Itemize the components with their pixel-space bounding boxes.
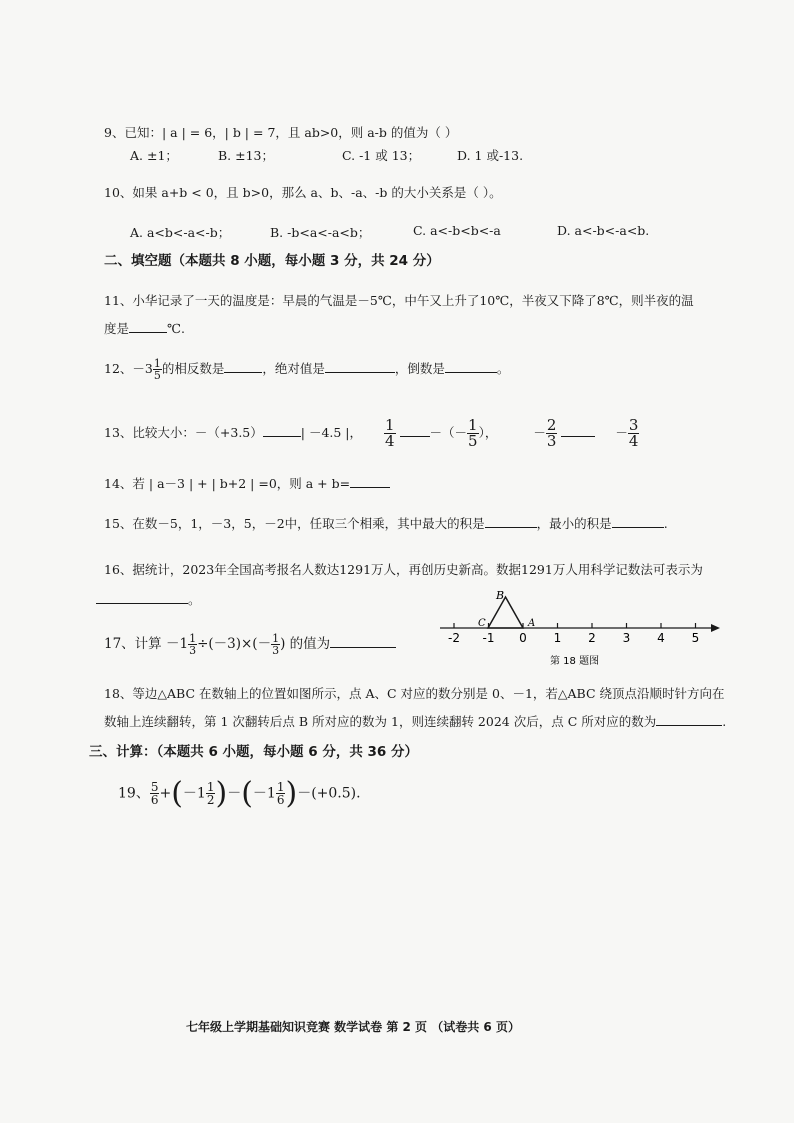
denominator: 5 [153, 369, 161, 382]
question-12-text-4: 。 [496, 361, 510, 376]
fraction [271, 633, 280, 656]
answer-blank[interactable] [263, 424, 301, 437]
question-10-stem: 10、如果 a+b < 0，且 b>0，那么 a、b、-a、-b 的大小关系是（ ）。 [104, 185, 502, 200]
vertex-a-label: A [528, 618, 536, 629]
question-19-tail: －(+0.5). [297, 785, 361, 802]
numerator: 1 [384, 416, 395, 434]
question-9-option-c: C. -1 或 13； [342, 148, 421, 163]
numerator: 1 [206, 780, 215, 794]
close-paren: ) [215, 776, 228, 811]
fraction [153, 358, 162, 381]
denominator: 4 [628, 432, 639, 450]
tick-label: 1 [553, 631, 562, 645]
question-13-text-2: －（－ [429, 425, 468, 440]
tick-label: -2 [448, 631, 460, 645]
question-9-stem: 9、已知：| a | = 6，| b | = 7，且 ab>0，则 a-b 的值为（ ） [104, 125, 458, 140]
mixed-number-whole: －1 [182, 785, 206, 802]
question-18-line-2 [104, 712, 726, 730]
answer-blank[interactable] [485, 515, 537, 528]
plus-sign: + [159, 785, 172, 802]
question-9-option-d: D. 1 或-13. [457, 148, 524, 163]
question-15-prefix: 15、在数－5，1，－3，5，－2中，任取三个相乘，其中最大的积是 [104, 516, 485, 531]
answer-blank[interactable] [325, 360, 395, 373]
question-11-line-2 [104, 319, 185, 337]
mixed-number-whole: －1 [252, 785, 276, 802]
question-9-option-a: A. ±1； [130, 148, 178, 163]
numerator: 2 [546, 416, 557, 434]
denominator: 3 [189, 644, 197, 657]
numerator: 3 [628, 416, 639, 434]
numerator: 1 [189, 632, 197, 645]
question-12-text-2: ，绝对值是 [262, 361, 325, 376]
question-10-option-c: C. a<-b<b<-a [413, 223, 501, 238]
page-footer: 七年级上学期基础知识竞赛 数学试卷 第 2 页 （试卷共 6 页） [186, 1020, 520, 1034]
section-2-heading: 二、填空题（本题共 8 小题，每小题 3 分，共 24 分） [104, 253, 440, 269]
question-10-option-d: D. a<-b<-a<b. [557, 223, 650, 238]
answer-blank[interactable] [96, 591, 188, 604]
fraction [628, 418, 640, 449]
question-13 [104, 418, 639, 449]
question-17 [104, 632, 396, 656]
figure-caption: 第 18 题图 [550, 656, 600, 667]
question-18-end: . [722, 714, 727, 729]
tick-label: 4 [657, 631, 665, 645]
question-11-line-1: 11、小华记录了一天的温度是：早晨的气温是－5℃，中午又上升了10℃，半夜又下降了8℃，则半夜的温 [104, 293, 694, 308]
minus-sign: － [615, 425, 628, 440]
question-19-number: 19、 [118, 785, 150, 802]
fraction [188, 633, 197, 656]
question-19 [118, 776, 361, 811]
question-12 [104, 358, 509, 381]
question-15 [104, 514, 668, 532]
answer-blank[interactable] [224, 360, 262, 373]
tick-label: 3 [622, 631, 631, 645]
question-16-line-1: 16、据统计，2023年全国高考报名人数达1291万人，再创历史新高。数据1291万人用科学记数法可表示为 [104, 562, 703, 577]
question-18-text: 数轴上连续翻转，第 1 次翻转后点 B 所对应的数为 1，则连续翻转 2024 次后，点 C 所对应的数为 [104, 714, 657, 729]
question-13-text-3: ）， [478, 425, 498, 440]
question-15-end: . [663, 516, 668, 531]
answer-blank[interactable] [400, 424, 430, 437]
numerator: 1 [153, 357, 161, 370]
question-16-line-2 [96, 590, 201, 608]
tick-marks [448, 623, 699, 645]
number-line-figure [440, 586, 722, 670]
open-paren: ( [171, 776, 183, 811]
question-9-option-b: B. ±13； [218, 148, 275, 163]
fraction [467, 418, 479, 449]
minus-sign: － [227, 785, 242, 802]
question-11-unit: ℃. [167, 321, 185, 336]
numerator: 1 [468, 416, 478, 434]
question-12-prefix: 12、－3 [104, 361, 153, 376]
question-17-expression: ÷(－3)×(－ [197, 636, 272, 652]
arrow-head-icon [711, 624, 720, 632]
answer-blank[interactable] [561, 424, 595, 437]
tick-label: 2 [588, 631, 596, 645]
denominator: 5 [468, 432, 478, 450]
denominator: 3 [546, 432, 557, 450]
answer-blank[interactable] [350, 475, 390, 488]
tick-label: 5 [691, 631, 700, 645]
minus-sign: － [533, 425, 546, 440]
vertex-c-label: C [478, 618, 486, 629]
question-14-text: 14、若 | a－3 | + | b+2 | =0，则 a + b= [104, 476, 351, 491]
denominator: 4 [384, 432, 395, 450]
denominator: 2 [206, 793, 215, 807]
tick-label: -1 [482, 631, 495, 645]
question-10-option-b: B. -b<a<-a<b； [270, 225, 371, 240]
question-12-text-3: ，倒数是 [394, 361, 445, 376]
fraction [546, 418, 558, 449]
vertex-b-label: B [496, 589, 505, 602]
question-13-text-1: | －4.5 |， [300, 425, 363, 440]
answer-blank[interactable] [330, 635, 396, 648]
open-paren: ( [241, 776, 253, 811]
answer-blank[interactable] [445, 360, 497, 373]
answer-blank[interactable] [656, 713, 722, 726]
denominator: 3 [272, 644, 280, 657]
fraction [384, 418, 396, 449]
numerator: 1 [272, 632, 280, 645]
triangle-abc [488, 597, 523, 628]
question-14 [104, 474, 390, 492]
question-10-option-a: A. a<b<-a<-b； [130, 225, 231, 240]
section-3-heading: 三、计算：（本题共 6 小题，每小题 6 分，共 36 分） [89, 744, 419, 760]
denominator: 6 [150, 793, 159, 807]
question-16-end: 。 [188, 592, 201, 607]
close-paren: ) [285, 776, 298, 811]
numerator: 1 [276, 780, 285, 794]
question-18-line-1: 18、等边△ABC 在数轴上的位置如图所示，点 A、C 对应的数分别是 0、－1，若△ABC 绕顶点沿顺时针方向在 [104, 686, 725, 701]
question-11-prefix: 度是 [104, 321, 130, 336]
question-17-text: ) 的值为 [280, 636, 331, 652]
numerator: 5 [150, 780, 159, 794]
question-17-prefix: 17、计算 －1 [104, 636, 189, 652]
denominator: 6 [276, 793, 285, 807]
tick-label: 0 [519, 631, 527, 645]
question-13-prefix: 13、比较大小：－（+3.5） [104, 425, 263, 440]
question-15-text: ，最小的积是 [536, 516, 612, 531]
answer-blank[interactable] [612, 515, 664, 528]
question-12-text-1: 的相反数是 [161, 361, 225, 376]
answer-blank[interactable] [129, 320, 167, 333]
